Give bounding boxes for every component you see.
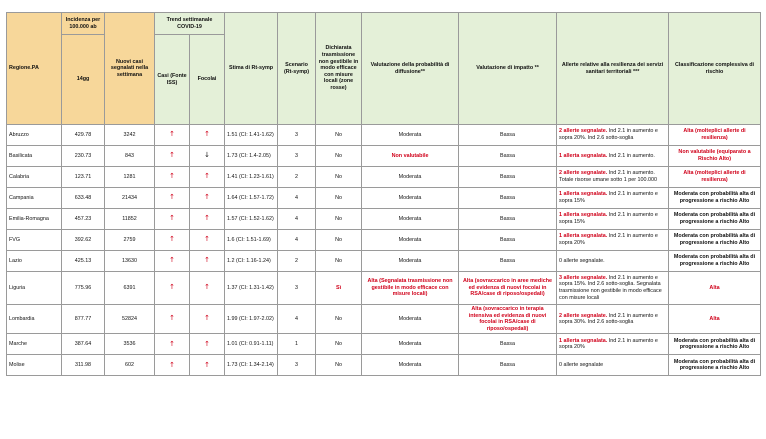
cell-region: Calabria <box>7 167 62 188</box>
trend-cases-arrow-icon: ↑ <box>169 339 175 348</box>
trend-foci-arrow-icon: ↑ <box>204 360 210 369</box>
cell-probability: Moderata <box>362 230 459 251</box>
cell-transmission: No <box>316 209 362 230</box>
cell-probability: Moderata <box>362 125 459 146</box>
cell-transmission: No <box>316 334 362 355</box>
risk-table <box>6 12 761 376</box>
alerts-detail: 0 allerte segnalate. <box>559 257 605 264</box>
cell-impact: Bassa <box>459 167 557 188</box>
cell-impact: Bassa <box>459 146 557 167</box>
cell-region: Lombardia <box>7 305 62 334</box>
cell-trend-cases <box>155 167 190 188</box>
trend-cases-arrow-icon: ↑ <box>169 256 175 265</box>
cell-impact: Bassa <box>459 209 557 230</box>
cell-scenario: 4 <box>278 209 316 230</box>
table-row <box>7 251 761 272</box>
header-trend-foci: Focolai <box>190 35 225 125</box>
table-row <box>7 305 761 334</box>
alerts-count: 2 allerte segnalate. <box>559 128 608 135</box>
alerts-detail: 0 allerte segnalate <box>559 362 604 369</box>
cell-trend-foci <box>190 146 225 167</box>
cell-region: Abruzzo <box>7 125 62 146</box>
cell-rt: 1.41 (CI: 1.23-1.61) <box>225 167 278 188</box>
alerts-detail: Ind 2.1 in aumento e sopra 30%. Ind 2.6 sotto-soglia <box>559 312 658 326</box>
cell-alerts <box>557 209 669 230</box>
cell-risk: Alta <box>669 272 761 305</box>
cell-trend-cases <box>155 209 190 230</box>
cell-scenario: 2 <box>278 167 316 188</box>
cell-region: Campania <box>7 188 62 209</box>
header-transmission: Dichiarata trasmissione non gestibile in modo efficace con misure locali (zone rosse) <box>316 13 362 125</box>
cell-transmission: No <box>316 230 362 251</box>
cell-alerts <box>557 251 669 272</box>
alerts-detail: Ind 2.1 in aumento e sopra 15% <box>559 191 658 204</box>
trend-foci-arrow-icon: ↑ <box>204 314 210 323</box>
cell-region: Lazio <box>7 251 62 272</box>
alerts-detail: Ind 2.1 in aumento e sopra 20% <box>559 233 658 246</box>
header-trend-cases: Casi (Fonte ISS) <box>155 35 190 125</box>
cell-probability: Moderata <box>362 355 459 376</box>
trend-foci-arrow-icon: ↑ <box>204 339 210 348</box>
cell-probability: Moderata <box>362 167 459 188</box>
cell-risk: Moderata con probabilità alta di progressione a rischio Alto <box>669 230 761 251</box>
alerts-detail: Ind 2.1 in aumento e sopra 20% <box>559 337 658 351</box>
cell-incidence: 633.48 <box>62 188 105 209</box>
cell-rt: 1.73 (CI: 1.4-2.05) <box>225 146 278 167</box>
cell-alerts <box>557 334 669 355</box>
alerts-count: 3 allerte segnalate. <box>559 274 608 281</box>
cell-trend-cases <box>155 355 190 376</box>
cell-region: Liguria <box>7 272 62 305</box>
table-row <box>7 209 761 230</box>
cell-alerts <box>557 272 669 305</box>
cell-rt: 1.37 (CI: 1.31-1.42) <box>225 272 278 305</box>
cell-impact: Bassa <box>459 230 557 251</box>
cell-trend-foci <box>190 355 225 376</box>
alerts-count: 1 allerta segnalata. <box>559 337 608 344</box>
cell-alerts <box>557 355 669 376</box>
cell-transmission: No <box>316 146 362 167</box>
table-row <box>7 188 761 209</box>
cell-scenario: 3 <box>278 125 316 146</box>
trend-cases-arrow-icon: ↑ <box>169 214 175 223</box>
cell-scenario: 1 <box>278 334 316 355</box>
cell-transmission: No <box>316 251 362 272</box>
cell-rt: 1.57 (CI: 1.52-1.62) <box>225 209 278 230</box>
cell-new-cases: 602 <box>105 355 155 376</box>
cell-impact: Bassa <box>459 125 557 146</box>
cell-trend-cases <box>155 272 190 305</box>
header-impact: Valutazione di impatto ** <box>459 13 557 125</box>
trend-cases-arrow-icon: ↑ <box>169 130 175 139</box>
cell-trend-cases <box>155 146 190 167</box>
alerts-count: 1 allerta segnalata. <box>559 233 608 240</box>
header-scenario: Scenario (Rt-symp) <box>278 13 316 125</box>
cell-transmission: No <box>316 125 362 146</box>
table-row <box>7 355 761 376</box>
cell-probability: Moderata <box>362 209 459 230</box>
cell-incidence: 775.96 <box>62 272 105 305</box>
cell-rt: 1.64 (CI: 1.57-1.72) <box>225 188 278 209</box>
cell-incidence: 429.78 <box>62 125 105 146</box>
cell-probability: Moderata <box>362 188 459 209</box>
cell-incidence: 123.71 <box>62 167 105 188</box>
cell-new-cases: 3536 <box>105 334 155 355</box>
cell-risk: Moderata con probabilità alta di progressione a rischio Alto <box>669 188 761 209</box>
alerts-count: 2 allerte segnalate. <box>559 170 608 177</box>
cell-new-cases: 1281 <box>105 167 155 188</box>
cell-trend-cases <box>155 125 190 146</box>
cell-incidence: 311.98 <box>62 355 105 376</box>
trend-cases-arrow-icon: ↑ <box>169 193 175 202</box>
cell-probability: Alta (Segnalata trasmissione non gestibile in modo efficace con misure locali) <box>362 272 459 305</box>
cell-region: Emilia-Romagna <box>7 209 62 230</box>
cell-alerts <box>557 125 669 146</box>
cell-incidence: 392.62 <box>62 230 105 251</box>
cell-trend-cases <box>155 188 190 209</box>
cell-incidence: 230.73 <box>62 146 105 167</box>
cell-new-cases: 6391 <box>105 272 155 305</box>
cell-new-cases: 3242 <box>105 125 155 146</box>
cell-scenario: 4 <box>278 188 316 209</box>
cell-impact: Alta (sovraccarico in aree mediche ed evidenza di nuovi focolai in RSA/case di riposo/ospedali) <box>459 272 557 305</box>
cell-scenario: 3 <box>278 272 316 305</box>
cell-new-cases: 21434 <box>105 188 155 209</box>
alerts-detail: Ind 2.1 in aumento. <box>607 152 655 159</box>
header-incidence: Incidenza per 100.000 ab <box>62 13 105 35</box>
cell-impact: Bassa <box>459 334 557 355</box>
trend-cases-arrow-icon: ↑ <box>169 360 175 369</box>
cell-alerts <box>557 230 669 251</box>
table-row <box>7 146 761 167</box>
trend-cases-arrow-icon: ↑ <box>169 235 175 244</box>
cell-alerts <box>557 167 669 188</box>
cell-alerts <box>557 188 669 209</box>
trend-cases-arrow-icon: ↑ <box>169 314 175 323</box>
cell-risk: Moderata con probabilità alta di progressione a rischio Alto <box>669 355 761 376</box>
trend-cases-arrow-icon: ↑ <box>169 172 175 181</box>
cell-trend-cases <box>155 251 190 272</box>
cell-trend-cases <box>155 230 190 251</box>
alerts-detail: Ind 2.1 in aumento. Totale risorse umane sotto 1 per 100.000 <box>559 170 658 183</box>
cell-scenario: 2 <box>278 251 316 272</box>
cell-impact: Bassa <box>459 251 557 272</box>
alerts-detail: Ind 2.1 in aumento e sopra 15%. Ind 2.6 sotto-soglia. Segnalata trasmissione non gestibile in modo efficace con misure locali <box>559 274 662 301</box>
cell-alerts <box>557 305 669 334</box>
trend-foci-arrow-icon: ↑ <box>204 256 210 265</box>
header-incidence-14gg: 14gg <box>62 35 105 125</box>
cell-transmission: No <box>316 355 362 376</box>
header-risk: Classificazione complessiva di rischio <box>669 13 761 125</box>
alerts-count: 1 allerta segnalata. <box>559 212 608 219</box>
trend-foci-arrow-icon: ↑ <box>204 283 210 292</box>
cell-risk: Moderata con probabilità alta di progressione a rischio Alto <box>669 334 761 355</box>
cell-probability: Non valutabile <box>362 146 459 167</box>
table-row <box>7 125 761 146</box>
cell-trend-foci <box>190 272 225 305</box>
alerts-count: 2 allerte segnalate. <box>559 312 608 319</box>
cell-rt: 1.2 (CI: 1.16-1.24) <box>225 251 278 272</box>
risk-table-container <box>6 12 760 376</box>
cell-risk: Alta <box>669 305 761 334</box>
header-alerts: Allerte relative alla resilienza dei servizi sanitari territoriali *** <box>557 13 669 125</box>
cell-new-cases: 843 <box>105 146 155 167</box>
cell-impact: Alta (sovraccarico in terapia intensiva ed evidenza di nuovi focolai in RSA/case di riposo/ospedali) <box>459 305 557 334</box>
cell-region: Molise <box>7 355 62 376</box>
cell-trend-foci <box>190 251 225 272</box>
cell-rt: 1.51 (CI: 1.41-1.62) <box>225 125 278 146</box>
cell-risk: Moderata con probabilità alta di progressione a rischio Alto <box>669 251 761 272</box>
cell-transmission: Sì <box>316 272 362 305</box>
cell-incidence: 387.64 <box>62 334 105 355</box>
cell-scenario: 3 <box>278 355 316 376</box>
cell-transmission: No <box>316 188 362 209</box>
trend-foci-arrow-icon: ↑ <box>204 193 210 202</box>
header-new-cases: Nuovi casi segnalati nella settimana <box>105 13 155 125</box>
cell-impact: Bassa <box>459 355 557 376</box>
cell-rt: 1.99 (CI: 1.97-2.02) <box>225 305 278 334</box>
header-probability: Valutazione della probabilità di diffusione** <box>362 13 459 125</box>
cell-probability: Moderata <box>362 305 459 334</box>
cell-trend-cases <box>155 334 190 355</box>
cell-incidence: 877.77 <box>62 305 105 334</box>
trend-cases-arrow-icon: ↑ <box>169 151 175 160</box>
trend-foci-arrow-icon: ↑ <box>204 130 210 139</box>
cell-trend-cases <box>155 305 190 334</box>
cell-risk: Alta (molteplici allerte di resilienza) <box>669 125 761 146</box>
cell-new-cases: 13630 <box>105 251 155 272</box>
trend-foci-arrow-icon: ↑ <box>204 172 210 181</box>
cell-probability: Moderata <box>362 251 459 272</box>
cell-trend-foci <box>190 167 225 188</box>
cell-transmission: No <box>316 305 362 334</box>
header-trend: Trend settimanale COVID-19 <box>155 13 225 35</box>
cell-new-cases: 52824 <box>105 305 155 334</box>
cell-trend-foci <box>190 305 225 334</box>
cell-risk: Moderata con probabilità alta di progressione a rischio Alto <box>669 209 761 230</box>
table-body <box>7 125 761 376</box>
trend-cases-arrow-icon: ↑ <box>169 283 175 292</box>
cell-incidence: 425.13 <box>62 251 105 272</box>
cell-trend-foci <box>190 125 225 146</box>
trend-foci-arrow-icon: ↓ <box>204 151 210 160</box>
cell-probability: Moderata <box>362 334 459 355</box>
header-region: Regione.PA <box>7 13 62 125</box>
cell-region: Basilicata <box>7 146 62 167</box>
cell-region: FVG <box>7 230 62 251</box>
table-row <box>7 272 761 305</box>
header-rt: Stima di Rt-symp <box>225 13 278 125</box>
cell-rt: 1.01 (CI: 0.91-1.11) <box>225 334 278 355</box>
cell-risk: Alta (molteplici allerte di resilienza) <box>669 167 761 188</box>
cell-rt: 1.73 (CI: 1.34-2.14) <box>225 355 278 376</box>
cell-scenario: 4 <box>278 305 316 334</box>
cell-new-cases: 11852 <box>105 209 155 230</box>
trend-foci-arrow-icon: ↑ <box>204 235 210 244</box>
table-row <box>7 334 761 355</box>
cell-trend-foci <box>190 188 225 209</box>
cell-alerts <box>557 146 669 167</box>
cell-trend-foci <box>190 209 225 230</box>
cell-new-cases: 2759 <box>105 230 155 251</box>
cell-trend-foci <box>190 334 225 355</box>
cell-rt: 1.6 (CI: 1.51-1.69) <box>225 230 278 251</box>
cell-transmission: No <box>316 167 362 188</box>
cell-impact: Bassa <box>459 188 557 209</box>
cell-scenario: 4 <box>278 230 316 251</box>
cell-region: Marche <box>7 334 62 355</box>
trend-foci-arrow-icon: ↑ <box>204 214 210 223</box>
table-row <box>7 167 761 188</box>
table-row <box>7 230 761 251</box>
alerts-detail: Ind 2.1 in aumento e sopra 15% <box>559 212 658 225</box>
cell-scenario: 3 <box>278 146 316 167</box>
cell-risk: Non valutabile (equiparato a Rischio Alto) <box>669 146 761 167</box>
cell-trend-foci <box>190 230 225 251</box>
alerts-detail: Ind 2.1 in aumento e sopra 20%. Ind 2.6 sotto-soglia <box>559 128 658 141</box>
alerts-count: 1 allerta segnalata. <box>559 191 608 198</box>
alerts-count: 1 allerta segnalata. <box>559 152 608 159</box>
cell-incidence: 457.23 <box>62 209 105 230</box>
